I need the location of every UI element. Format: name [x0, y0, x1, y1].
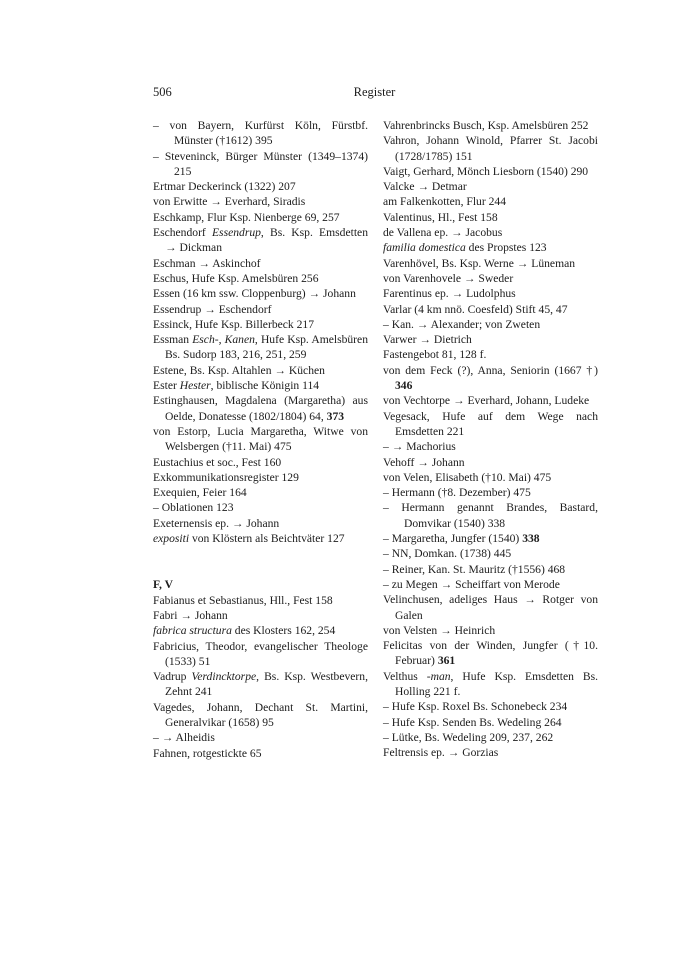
- index-entry: Varlar (4 km nnö. Coesfeld) Stift 45, 47: [383, 302, 568, 316]
- index-subentry: – zu Megen → Scheiffart von Merode: [383, 577, 560, 591]
- index-entry: Vagedes, Johann, Dechant St. Martini, Generalvikar (1658) 95: [153, 700, 368, 729]
- index-entry: Vahrenbrincks Busch, Ksp. Amelsbüren 252: [383, 119, 589, 132]
- index-entry: Estene, Bs. Ksp. Altahlen → Küchen: [153, 363, 325, 377]
- index-subentry: – Oblationen 123: [153, 501, 234, 515]
- index-entry: Fahnen, rotgestickte 65: [153, 746, 262, 760]
- index-entry: von Velsten → Heinrich: [383, 623, 496, 637]
- index-entry: Exkommunikationsregister 129: [153, 470, 299, 484]
- index-subentry: – Reiner, Kan. St. Mauritz (†1556) 468: [383, 562, 566, 576]
- index-entry: Vegesack, Hufe auf dem Wege nach Emsdetten 221: [383, 409, 598, 438]
- index-entry: Essman Esch-, Kanen, Hufe Ksp. Amelsbüren Bs. Sudorp 183, 216, 251, 259: [153, 333, 368, 362]
- index-entry: familia domestica des Propstes 123: [383, 241, 547, 255]
- running-header: [153, 85, 596, 103]
- index-column-left: [153, 118, 368, 761]
- index-entry: Ester Hester, biblische Königin 114: [153, 379, 320, 393]
- index-entry: Fabri → Johann: [153, 608, 228, 622]
- index-entry: Eschkamp, Flur Ksp. Nienberge 69, 257: [153, 210, 340, 224]
- index-entry: Estinghausen, Magdalena (Margaretha) aus Oelde, Donatesse (1802/1804) 64, 373: [153, 394, 368, 423]
- page-number: 506: [153, 85, 172, 99]
- index-entry: Ertmar Deckerinck (1322) 207: [153, 180, 296, 194]
- index-entry: von Velen, Elisabeth (†10. Mai) 475: [383, 470, 552, 484]
- index-subentry: – Hermann (†8. Dezember) 475: [383, 486, 531, 500]
- index-entry: Valentinus, Hl., Fest 158: [383, 210, 498, 224]
- index-subentry: – Margaretha, Jungfer (1540) 338: [383, 532, 540, 546]
- index-subentry: – Hufe Ksp. Senden Bs. Wedeling 264: [383, 715, 562, 729]
- index-entry: von Varenhovele → Sweder: [383, 271, 514, 285]
- index-subentry: – → Machorius: [383, 440, 456, 454]
- running-title: Register: [353, 85, 396, 99]
- index-entry: fabrica structura des Klosters 162, 254: [153, 624, 336, 638]
- index-entry: Vadrup Verdincktorpe, Bs. Ksp. Westbevern, Zehnt 241: [153, 670, 368, 699]
- section-spacer: [153, 546, 368, 577]
- index-entry: Fabianus et Sebastianus, Hll., Fest 158: [153, 593, 333, 607]
- index-entry: Velinchusen, adeliges Haus → Rotger von Galen: [383, 593, 598, 622]
- index-entry: Fastengebot 81, 128 f.: [383, 348, 487, 362]
- index-entry: Varenhövel, Bs. Ksp. Werne → Lüneman: [383, 256, 576, 270]
- index-entry: von dem Feck (?), Anna, Seniorin (1667 †) 346: [383, 363, 598, 393]
- index-subentry: – Hufe Ksp. Roxel Bs. Schonebeck 234: [383, 700, 568, 714]
- index-column-right: [383, 118, 598, 760]
- index-entry: de Vallena ep. → Jacobus: [383, 226, 503, 240]
- index-subentry: – Kan. → Alexander; von Zweten: [383, 317, 541, 331]
- index-entry: Farentinus ep. → Ludolphus: [383, 287, 516, 301]
- index-entry: Vehoff → Johann: [383, 455, 465, 469]
- index-entry: von Estorp, Lucia Margaretha, Witwe von Welsbergen (†11. Mai) 475: [153, 424, 368, 454]
- index-subentry: – von Bayern, Kurfürst Köln, Fürstbf. Münster (†1612) 395: [153, 119, 368, 148]
- index-entry: Varwer → Dietrich: [383, 333, 472, 347]
- index-entry: Feltrensis ep. → Gorzias: [383, 746, 499, 760]
- index-entry: von Erwitte → Everhard, Siradis: [153, 195, 306, 209]
- index-entry: Essendrup → Eschendorf: [153, 302, 272, 316]
- index-subentry: – Hermann genannt Brandes, Bastard, Domvikar (1540) 338: [383, 501, 598, 530]
- index-entry: Vahron, Johann Winold, Pfarrer St. Jacobi (1728/1785) 151: [383, 134, 598, 163]
- index-entry: Fabricius, Theodor, evangelischer Theologe (1533) 51: [153, 639, 368, 668]
- index-subentry: – NN, Domkan. (1738) 445: [383, 547, 512, 561]
- index-entry: Eschman → Askinchof: [153, 256, 261, 270]
- index-entry: Valcke → Detmar: [383, 180, 467, 194]
- index-entry: Vaigt, Gerhard, Mönch Liesborn (1540) 290: [383, 164, 589, 178]
- index-entry: Eustachius et soc., Fest 160: [153, 455, 282, 469]
- index-entry: Exequien, Feier 164: [153, 486, 247, 500]
- index-subentry: – Steveninck, Bürger Münster (1349–1374) 215: [153, 149, 368, 178]
- index-entry: expositi von Klöstern als Beichtväter 127: [153, 532, 345, 546]
- index-entry: am Falkenkotten, Flur 244: [383, 195, 507, 209]
- index-entry: Eschendorf Essendrup, Bs. Ksp. Emsdetten → Dickman: [153, 226, 368, 255]
- index-subentry: – → Alheidis: [153, 731, 215, 745]
- index-subentry: – Lütke, Bs. Wedeling 209, 237, 262: [383, 730, 554, 744]
- index-entry: von Vechtorpe → Everhard, Johann, Ludeke: [383, 394, 590, 408]
- index-entry: Exeternensis ep. → Johann: [153, 516, 280, 530]
- index-entry: Eschus, Hufe Ksp. Amelsbüren 256: [153, 271, 319, 285]
- index-entry: Essen (16 km ssw. Cloppenburg) → Johann: [153, 287, 356, 301]
- section-heading: F, V: [153, 578, 173, 592]
- index-entry: Velthus -man, Hufe Ksp. Emsdetten Bs. Holling 221 f.: [383, 669, 598, 698]
- index-entry: Felicitas von der Winden, Jungfer (†10. Februar) 361: [383, 639, 598, 668]
- index-entry: Essinck, Hufe Ksp. Billerbeck 217: [153, 317, 314, 331]
